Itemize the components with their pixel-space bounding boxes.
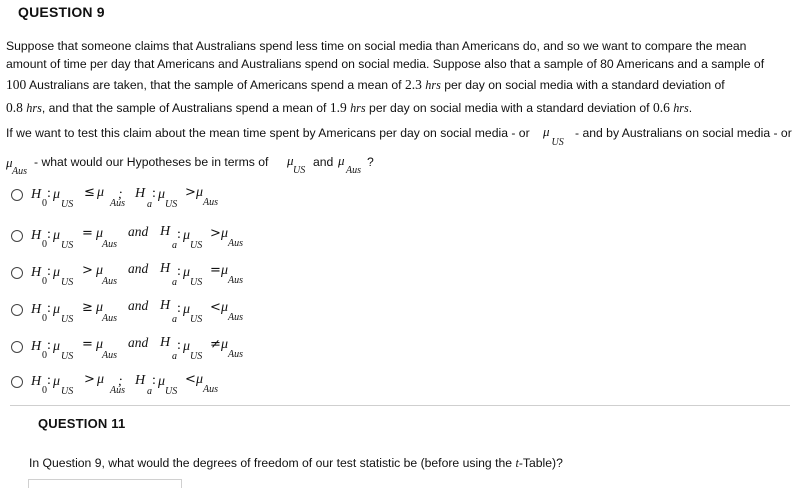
radio-button[interactable] [11,304,23,316]
question-9-text-question-mark: ? [367,155,374,169]
answer-option-f[interactable]: H 0 : μ US > μ Aus ; H a : μ US < μ Aus [0,374,300,408]
question-11-text: In Question 9, what would the degrees of freedom of our test statistic be (before using the t-Table)? [29,456,563,470]
answer-option-d[interactable]: H 0 : μ US ≥ μ Aus and H a : μ US < μ Aus [0,302,300,336]
sd-us: 0.8 [6,100,23,115]
question-9-text-line-1: Suppose that someone claims that Australians spend less time on social media than Americans do, and so we want to compare the mean [6,39,747,53]
question-9-text-line-2: amount of time per day that Americans and Australians spend on social media. Suppose also that a sample of 80 Americans and a sample of [6,57,765,71]
question-9-text-line-4: 0.8 hrs, and that the sample of Australians spend a mean of 1.9 hrs per day on social media with a standard deviation of 0.6 hrs. [6,100,693,115]
answer-option-c[interactable]: H 0 : μ US > μ Aus and H a : μ US = μ Aus [0,265,300,299]
radio-button[interactable] [11,189,23,201]
answer-option-a[interactable]: H 0 : μ US ≤ μ Aus ; H a : μ US > μ Aus [0,187,300,221]
radio-button[interactable] [11,376,23,388]
mu-us-symbol: $\mu_{US}$ [543,124,564,148]
question-11-title: QUESTION 11 [38,416,126,431]
radio-button[interactable] [11,341,23,353]
answer-option-e[interactable]: H 0 : μ US = μ Aus and H a : μ US ≠ μ Aus [0,339,300,373]
mu-aus-symbol-2: μ Aus [338,153,361,176]
answer-option-b[interactable]: H 0 : μ US = μ Aus and H a : μ US > μ Aus [0,228,300,262]
question-9-text-line-6: - what would our Hypotheses be in terms of [34,155,269,169]
sample-size-aus: 100 [6,77,27,92]
radio-button[interactable] [11,230,23,242]
question-9-text-line-5-end: - and by Australians on social media - or [575,126,792,140]
question-9-text-and: and [313,155,334,169]
sd-aus: 0.6 [652,100,670,115]
question-9-text-line-3: 100 Australians are taken, that the sample of Americans spend a mean of 2.3 hrs per day on social media with a standard deviation of [6,77,725,92]
mu-aus-symbol: μ Aus [6,155,27,177]
question-9-title: QUESTION 9 [18,4,105,20]
mean-us: 2.3 [404,77,422,92]
question-9-text-line-5: If we want to test this claim about the mean time spent by Americans per day on social media - or [6,126,530,140]
divider [10,405,790,406]
radio-button[interactable] [11,267,23,279]
mu-us-symbol-2: μ US [287,153,306,176]
mean-aus: 1.9 [329,100,347,115]
